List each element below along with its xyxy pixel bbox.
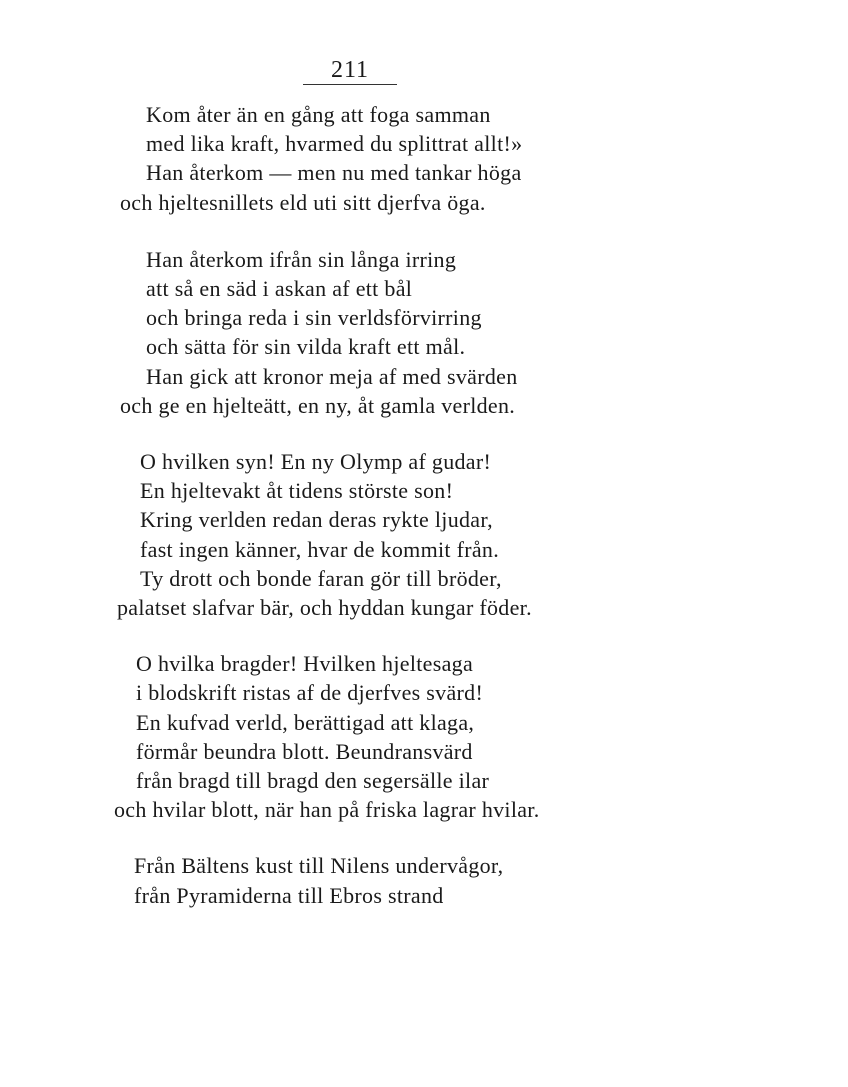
- poem-line: Från Bältens kust till Nilens undervågor,: [134, 853, 504, 879]
- poem-line: palatset slafvar bär, och hyddan kungar föder.: [117, 595, 532, 621]
- poem-line: i blodskrift ristas af de djerfves svärd!: [136, 680, 484, 706]
- poem-line: fast ingen känner, hvar de kommit från.: [140, 536, 500, 562]
- poem-line: att så en säd i askan af ett bål: [146, 276, 413, 302]
- poem-line: Han gick att kronor meja af med svärden: [146, 363, 518, 389]
- poem-line: och bringa reda i sin verldsförvirring: [146, 305, 482, 331]
- page-number-rule: [303, 84, 397, 85]
- stanza: [0, 100, 848, 217]
- stanza: [0, 245, 848, 420]
- stanza: [0, 447, 848, 622]
- poem-line: En kufvad verld, berättigad att klaga,: [136, 709, 475, 735]
- poem-body: [0, 100, 848, 910]
- stanza: [0, 851, 848, 909]
- poem-line: Ty drott och bonde faran gör till bröder,: [140, 565, 502, 591]
- poem-line: Han återkom ifrån sin långa irring: [146, 246, 457, 272]
- stanza: [0, 649, 848, 824]
- poem-line: Kom åter än en gång att foga samman: [146, 102, 491, 127]
- poem-line: En hjeltevakt åt tidens störste son!: [140, 478, 454, 504]
- poem-line: och ge en hjelteätt, en ny, åt gamla verlden.: [120, 392, 516, 418]
- poem-line: O hvilken syn! En ny Olymp af gudar!: [140, 449, 492, 475]
- page-number: 211: [330, 57, 370, 83]
- poem-line: och hvilar blott, när han på friska lagrar hvilar.: [114, 797, 540, 823]
- poem-line: och sätta för sin vilda kraft ett mål.: [146, 334, 466, 360]
- poem-line: Han återkom — men nu med tankar höga: [146, 160, 522, 186]
- poem-line: från bragd till bragd den segersälle ilar: [136, 768, 490, 794]
- poem-line: O hvilka bragder! Hvilken hjeltesaga: [136, 651, 474, 677]
- poem-line: och hjeltesnillets eld uti sitt djerfva öga.: [120, 189, 486, 215]
- poem-line: från Pyramiderna till Ebros strand: [134, 882, 444, 908]
- poem-line: förmår beundra blott. Beundransvärd: [136, 738, 473, 764]
- poem-line: med lika kraft, hvarmed du splittrat allt!»: [146, 131, 523, 157]
- poem-line: Kring verlden redan deras rykte ljudar,: [140, 507, 493, 533]
